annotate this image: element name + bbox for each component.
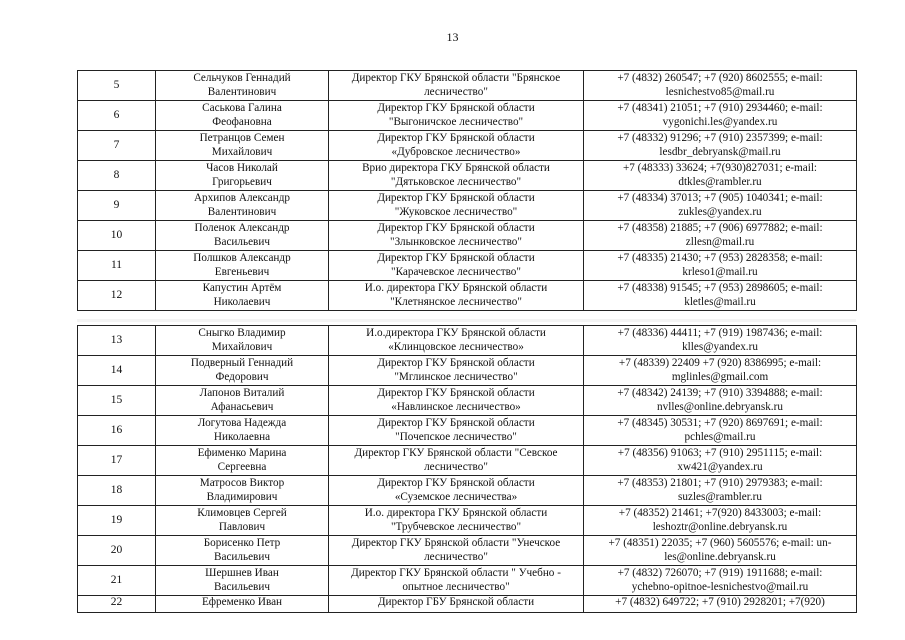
table-row — [78, 326, 857, 356]
contact-cell — [584, 161, 857, 191]
full-name-line: Сныгко Владимир — [198, 327, 286, 339]
contact-line: zllesn@mail.ru — [685, 235, 755, 248]
full-name-line: Афанасьевич — [210, 400, 274, 413]
contact-line: vygonichi.les@yandex.ru — [662, 115, 778, 128]
contact-cell — [584, 386, 857, 416]
full-name-cell — [156, 191, 329, 221]
position-line: «Суземское лесничества» — [394, 490, 518, 503]
contact-cell — [584, 446, 857, 476]
position-cell — [329, 191, 584, 221]
position-line: «Клинцовское лесничество» — [388, 340, 524, 353]
position-cell — [329, 506, 584, 536]
page-break-divider — [77, 319, 856, 322]
position-line: Директор ГКУ Брянской области "Севское — [354, 447, 558, 459]
position-line: "Карачевское лесничество" — [391, 265, 521, 278]
position-cell — [329, 476, 584, 506]
table-row — [78, 386, 857, 416]
position-line: "Трубчевское лесничество" — [390, 520, 522, 533]
row-number-cell: 21 — [78, 566, 156, 596]
row-number-cell: 13 — [78, 326, 156, 356]
row-number-cell: 7 — [78, 131, 156, 161]
full-name-cell — [156, 71, 329, 101]
position-line: «Навлинское лесничество» — [391, 400, 521, 413]
row-number-cell: 19 — [78, 506, 156, 536]
row-number-cell: 6 — [78, 101, 156, 131]
position-line: Директор ГКУ Брянской области — [377, 102, 535, 114]
table-row — [78, 446, 857, 476]
contact-line: +7 (48353) 21801; +7 (910) 2979383; e-mail: — [617, 477, 823, 489]
full-name-line: Сергеевна — [217, 460, 267, 473]
table-row — [78, 596, 857, 613]
row-number-cell: 11 — [78, 251, 156, 281]
full-name-line: Павлович — [218, 520, 266, 533]
full-name-line: Ефименко Марина — [197, 447, 287, 459]
contact-line: nvlles@online.debryansk.ru — [657, 400, 783, 413]
row-number-cell: 20 — [78, 536, 156, 566]
position-line: опытное лесничество" — [402, 580, 510, 593]
contact-line: +7 (48339) 22409 +7 (920) 8386995; e-mail: — [618, 357, 822, 369]
contact-line: +7 (48333) 33624; +7(930)827031; e-mail: — [622, 162, 818, 174]
contact-line: lesnichestvo85@mail.ru — [665, 85, 775, 98]
row-number-cell: 14 — [78, 356, 156, 386]
full-name-cell — [156, 326, 329, 356]
full-name-line: Борисенко Петр — [203, 537, 281, 549]
position-cell — [329, 566, 584, 596]
table-row — [78, 161, 857, 191]
contact-line: +7 (48345) 30531; +7 (920) 8697691; e-mail: — [617, 417, 823, 429]
contact-line: mglinles@gmail.com — [671, 370, 769, 383]
full-name-line: Поленок Александр — [194, 222, 290, 234]
position-line: «Дубровское лесничество» — [391, 145, 521, 158]
full-name-line: Сельчуков Геннадий — [193, 72, 291, 84]
full-name-line: Михайлович — [211, 145, 273, 158]
contact-line: zukles@yandex.ru — [678, 205, 762, 218]
full-name-line: Шершнев Иван — [205, 567, 279, 579]
position-line: "Клетнянское лесничество" — [390, 295, 522, 308]
position-line: Директор ГКУ Брянской области — [377, 417, 535, 429]
contact-line: ychebno-opitnoe-lesnichestvo@mail.ru — [631, 580, 809, 593]
position-line: Директор ГКУ Брянской области — [377, 357, 535, 369]
contact-cell — [584, 566, 857, 596]
contact-cell — [584, 416, 857, 446]
position-cell — [329, 536, 584, 566]
full-name-cell — [156, 251, 329, 281]
contact-line: leshoztr@online.debryansk.ru — [652, 520, 788, 533]
contact-line: +7 (48336) 44411; +7 (919) 1987436; e-mail: — [617, 327, 823, 339]
position-line: лесничество" — [424, 85, 488, 98]
full-name-line: Михайлович — [211, 340, 273, 353]
position-cell — [329, 596, 584, 613]
position-line: И.о.директора ГКУ Брянской области — [366, 327, 546, 339]
contact-line: klles@yandex.ru — [682, 340, 758, 353]
position-cell — [329, 386, 584, 416]
table-row — [78, 566, 857, 596]
contact-cell — [584, 476, 857, 506]
full-name-cell — [156, 386, 329, 416]
position-cell — [329, 281, 584, 311]
table-row — [78, 101, 857, 131]
position-cell — [329, 416, 584, 446]
position-cell — [329, 251, 584, 281]
full-name-line: Феофановна — [212, 115, 272, 128]
contact-cell — [584, 71, 857, 101]
contact-line: +7 (48351) 22035; +7 (960) 5605576; e-mail: un- — [608, 537, 832, 549]
contact-line: +7 (48332) 91296; +7 (910) 2357399; e-mail: — [617, 132, 823, 144]
contact-cell — [584, 356, 857, 386]
contact-line: +7 (48358) 21885; +7 (906) 6977882; e-mail: — [617, 222, 823, 234]
full-name-cell — [156, 536, 329, 566]
contact-line: +7 (48335) 21430; +7 (953) 2828358; e-mail: — [617, 252, 823, 264]
full-name-line: Николаевна — [213, 430, 271, 443]
contact-line: pchles@mail.ru — [684, 430, 756, 443]
row-number-cell: 15 — [78, 386, 156, 416]
contact-cell — [584, 221, 857, 251]
position-line: "Выгоничское лесничество" — [388, 115, 524, 128]
forestry-directors-table-bottom — [77, 325, 857, 613]
row-number-cell: 8 — [78, 161, 156, 191]
position-line: Директор ГКУ Брянской области " Учебно - — [351, 567, 561, 579]
full-name-line: Валентинович — [207, 85, 277, 98]
full-name-cell — [156, 566, 329, 596]
contact-cell — [584, 281, 857, 311]
full-name-line: Федорович — [215, 370, 269, 383]
full-name-line: Часов Николай — [206, 162, 278, 174]
position-line: И.о. директора ГКУ Брянской области — [364, 282, 548, 294]
full-name-line: Подверный Геннадий — [190, 357, 294, 369]
position-cell — [329, 356, 584, 386]
contact-cell — [584, 596, 857, 613]
contact-cell — [584, 326, 857, 356]
contact-line: +7 (4832) 260547; +7 (920) 8602555; e-mail: — [617, 72, 823, 84]
full-name-line: Григорьевич — [212, 175, 272, 188]
full-name-line: Петранцов Семен — [199, 132, 285, 144]
table-row — [78, 476, 857, 506]
table-row — [78, 221, 857, 251]
row-number-cell: 17 — [78, 446, 156, 476]
position-cell — [329, 221, 584, 251]
contact-cell — [584, 131, 857, 161]
full-name-cell — [156, 446, 329, 476]
contact-cell — [584, 101, 857, 131]
position-line: Директор ГБУ Брянской области — [377, 596, 535, 608]
position-line: Директор ГКУ Брянской области — [377, 192, 535, 204]
position-line: Директор ГКУ Брянской области "Брянское — [351, 72, 561, 84]
full-name-cell — [156, 131, 329, 161]
table-row — [78, 71, 857, 101]
row-number-cell: 16 — [78, 416, 156, 446]
full-name-line: Владимирович — [206, 490, 278, 503]
full-name-line: Логутова Надежда — [197, 417, 287, 429]
row-number-cell: 9 — [78, 191, 156, 221]
position-cell — [329, 326, 584, 356]
contact-cell — [584, 536, 857, 566]
contact-line: kletles@mail.ru — [684, 295, 756, 308]
contact-cell — [584, 251, 857, 281]
contact-line: +7 (48356) 91063; +7 (910) 2951115; e-mail: — [617, 447, 823, 459]
table-row — [78, 536, 857, 566]
contact-cell — [584, 191, 857, 221]
contact-cell — [584, 506, 857, 536]
table-row — [78, 281, 857, 311]
contact-line: xw421@yandex.ru — [677, 460, 763, 473]
position-line: Директор ГКУ Брянской области — [377, 387, 535, 399]
full-name-cell — [156, 416, 329, 446]
contact-line: +7 (48352) 21461; +7(920) 8433003; e-mail: — [618, 507, 822, 519]
full-name-line: Матросов Виктор — [199, 477, 285, 489]
full-name-line: Лапонов Виталий — [199, 387, 285, 399]
full-name-cell — [156, 281, 329, 311]
contact-line: +7 (48341) 21051; +7 (910) 2934460; e-mail: — [617, 102, 823, 114]
row-number-cell: 12 — [78, 281, 156, 311]
contact-line: lesdbr_debryansk@mail.ru — [659, 145, 781, 158]
full-name-cell — [156, 596, 329, 613]
row-number-cell: 22 — [78, 596, 156, 613]
full-name-cell — [156, 161, 329, 191]
full-name-line: Валентинович — [207, 205, 277, 218]
contact-line: +7 (4832) 726070; +7 (919) 1911688; e-mail: — [617, 567, 823, 579]
full-name-line: Капустин Артём — [202, 282, 282, 294]
contact-line: +7 (48342) 24139; +7 (910) 3394888; e-mail: — [617, 387, 823, 399]
full-name-line: Евгеньевич — [214, 265, 270, 278]
row-number-cell: 10 — [78, 221, 156, 251]
full-name-line: Ефременко Иван — [201, 596, 283, 608]
full-name-cell — [156, 476, 329, 506]
table-row — [78, 131, 857, 161]
row-number-cell: 18 — [78, 476, 156, 506]
position-line: лесничество" — [424, 460, 488, 473]
contact-line: suzles@rambler.ru — [678, 490, 762, 503]
contact-line: dtkles@rambler.ru — [678, 175, 762, 188]
position-line: Врио директора ГКУ Брянской области — [362, 162, 550, 174]
contact-line: krleso1@mail.ru — [682, 265, 758, 278]
full-name-line: Васильевич — [214, 580, 270, 593]
position-line: Директор ГКУ Брянской области — [377, 222, 535, 234]
position-line: лесничество" — [424, 550, 488, 563]
full-name-cell — [156, 356, 329, 386]
position-line: Директор ГКУ Брянской области — [377, 477, 535, 489]
position-line: "Жуковское лесничество" — [394, 205, 518, 218]
table-row — [78, 356, 857, 386]
position-line: Директор ГКУ Брянской области "Унечское — [351, 537, 561, 549]
table-row — [78, 416, 857, 446]
full-name-cell — [156, 221, 329, 251]
position-cell — [329, 161, 584, 191]
position-cell — [329, 71, 584, 101]
full-name-line: Архипов Александр — [193, 192, 291, 204]
position-cell — [329, 131, 584, 161]
position-line: И.о. директора ГКУ Брянской области — [364, 507, 548, 519]
full-name-line: Васильевич — [214, 235, 270, 248]
position-line: "Дятьковское лесничество" — [390, 175, 522, 188]
table-row — [78, 191, 857, 221]
position-line: Директор ГКУ Брянской области — [377, 252, 535, 264]
full-name-cell — [156, 506, 329, 536]
table-row — [78, 251, 857, 281]
position-cell — [329, 446, 584, 476]
contact-line: +7 (48338) 91545; +7 (953) 2898605; e-mail: — [617, 282, 823, 294]
full-name-cell — [156, 101, 329, 131]
full-name-line: Николаевич — [213, 295, 271, 308]
contact-line: les@online.debryansk.ru — [664, 550, 776, 563]
table-row — [78, 506, 857, 536]
position-line: Директор ГКУ Брянской области — [377, 132, 535, 144]
forestry-directors-table-top — [77, 70, 857, 311]
position-line: "Злынковское лесничество" — [390, 235, 522, 248]
contact-line: +7 (4832) 649722; +7 (910) 2928201; +7(920) — [615, 596, 825, 608]
full-name-line: Васильевич — [214, 550, 270, 563]
position-line: "Мглинское лесничество" — [394, 370, 518, 383]
full-name-line: Саськова Галина — [202, 102, 282, 114]
page-number: 13 — [446, 30, 459, 44]
full-name-line: Климовцев Сергей — [197, 507, 287, 519]
full-name-line: Полшков Александр — [193, 252, 291, 264]
position-cell — [329, 101, 584, 131]
contact-line: +7 (48334) 37013; +7 (905) 1040341; e-mail: — [617, 192, 823, 204]
row-number-cell: 5 — [78, 71, 156, 101]
position-line: "Почепское лесничество" — [395, 430, 517, 443]
